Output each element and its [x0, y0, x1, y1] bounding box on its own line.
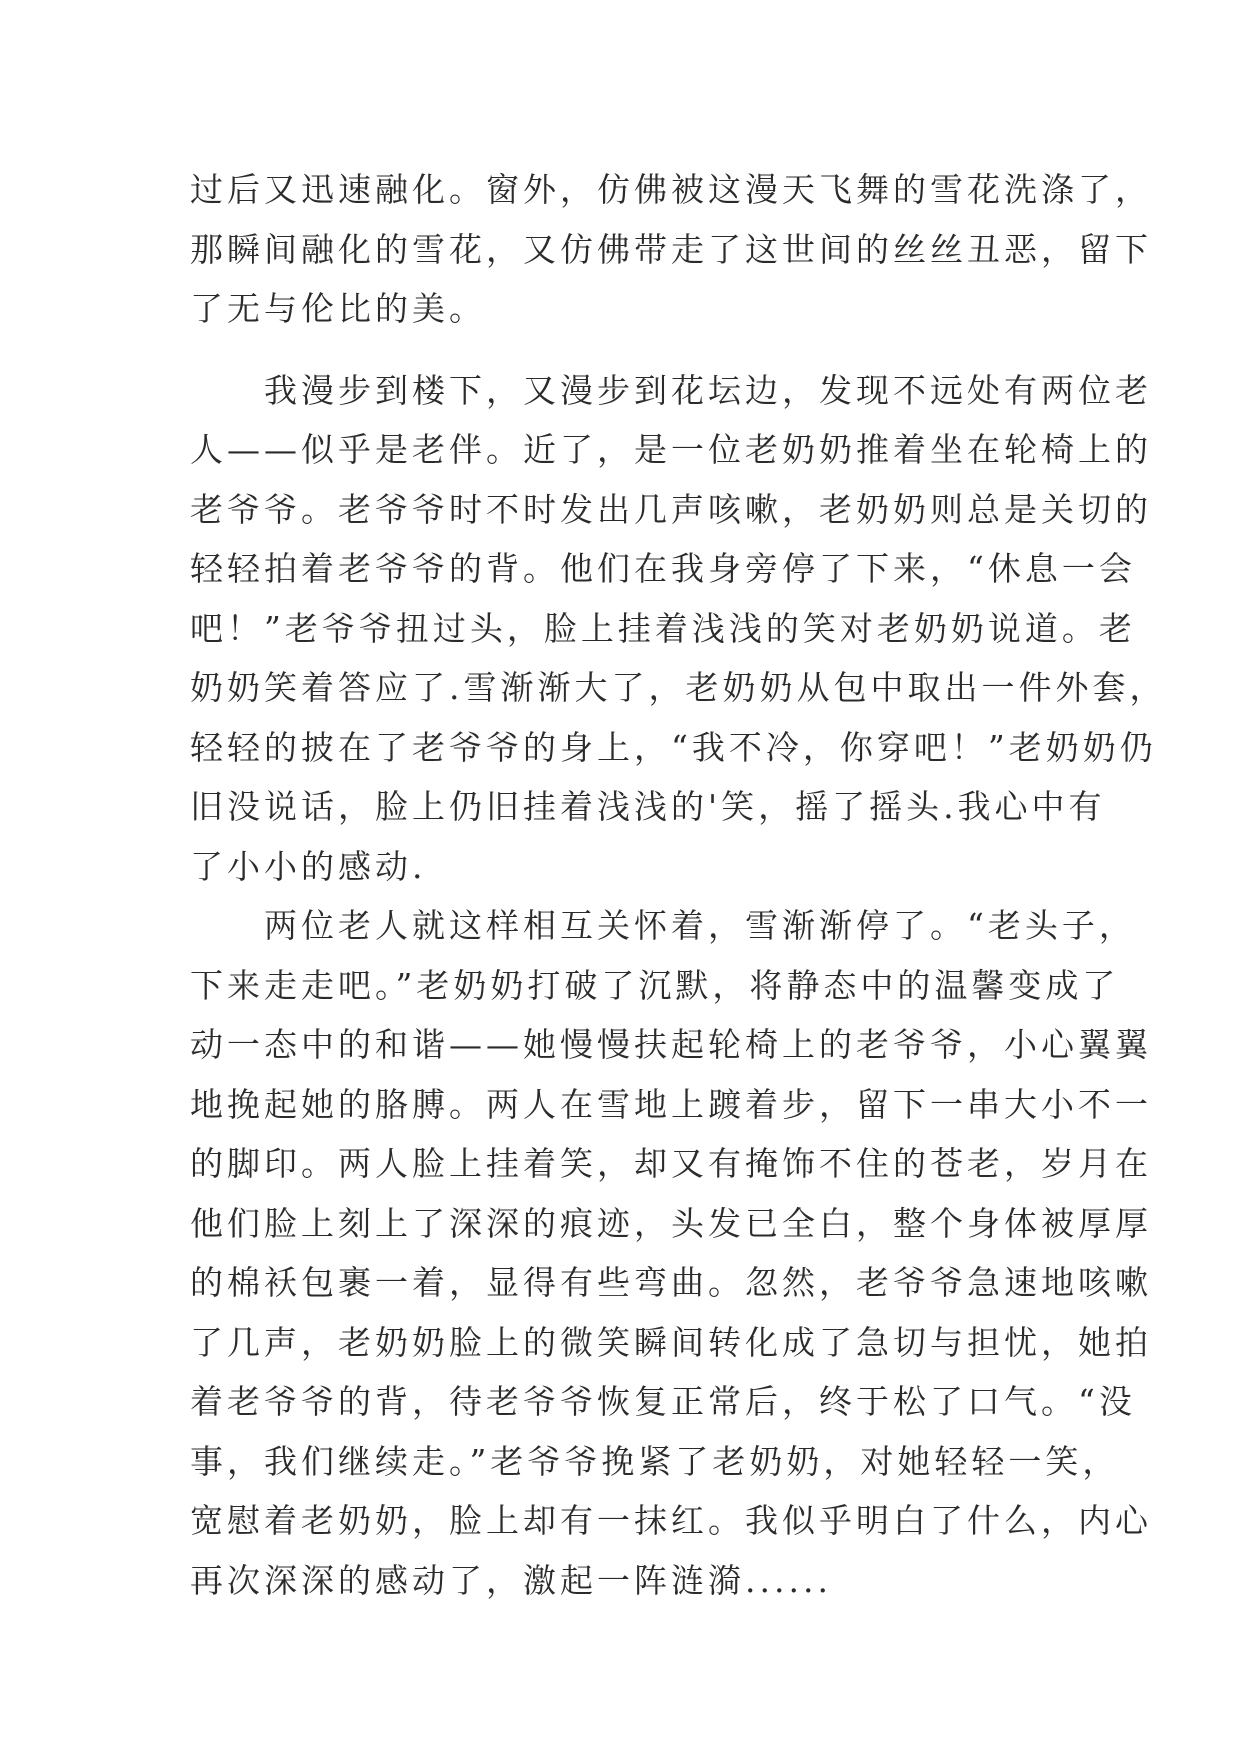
text-line: 的脚印。两人脸上挂着笑，却又有掩饰不住的苍老，岁月在	[190, 1144, 1152, 1183]
text-line: 了几声，老奶奶脸上的微笑瞬间转化成了急切与担忧，她拍	[190, 1322, 1152, 1362]
text-line: 了无与伦比的美。	[190, 289, 486, 328]
text-line: 他们脸上刻上了深深的痕迹，头发已全白，整个身体被厚厚	[190, 1203, 1152, 1243]
text-line: 的棉袄包裹一着，显得有些弯曲。忽然，老爷爷急速地咳嗽	[190, 1263, 1152, 1302]
text-line: 奶奶笑着答应了.雪渐渐大了，老奶奶从包中取出一件外套，	[190, 668, 1167, 707]
text-line: 旧没说话，脸上仍旧挂着浅浅的'笑，摇了摇头.我心中有	[190, 787, 1106, 826]
text-line: 事，我们继续走。”老爷爷挽紧了老奶奶，对她轻轻一笑，	[190, 1441, 1120, 1481]
text-line: 下来走走吧。”老奶奶打破了沉默，将静态中的温馨变成了	[190, 965, 1120, 1005]
text-line: 着老爷爷的背，待老爷爷恢复正常后，终于松了口气。“没	[190, 1382, 1136, 1421]
text-line: 过后又迅速融化。窗外，仿佛被这漫天飞舞的雪花洗涤了，	[190, 170, 1152, 209]
essay-body	[190, 160, 1167, 1610]
text-line: 我漫步到楼下，又漫步到花坛边，发现不远处有两位老	[190, 370, 1152, 410]
text-line: 老爷爷。老爷爷时不时发出几声咳嗽，老奶奶则总是关切的	[190, 489, 1152, 529]
text-line: 吧！”老爷爷扭过头，脸上挂着浅浅的笑对老奶奶说道。老	[190, 608, 1136, 648]
text-line: 那瞬间融化的雪花，又仿佛带走了这世间的丝丝丑恶，留下	[190, 229, 1152, 269]
text-line: 再次深深的感动了，激起一阵涟漪......	[190, 1560, 832, 1600]
text-line: 轻轻拍着老爷爷的背。他们在我身旁停了下来，“休息一会	[190, 549, 1136, 588]
text-line: 了小小的感动.	[190, 846, 427, 886]
paragraph-3	[190, 896, 1152, 1610]
paragraph-2	[190, 361, 1167, 897]
paragraph-1	[190, 160, 1152, 339]
text-line: 人——似乎是老伴。近了，是一位老奶奶推着坐在轮椅上的	[190, 430, 1152, 469]
text-line: 宽慰着老奶奶，脸上却有一抹红。我似乎明白了什么，内心	[190, 1501, 1152, 1540]
text-line: 轻轻的披在了老爷爷的身上，“我不冷，你穿吧！”老奶奶仍	[190, 727, 1157, 767]
text-line: 动一态中的和谐——她慢慢扶起轮椅上的老爷爷，小心翼翼	[190, 1025, 1152, 1064]
text-line: 地挽起她的胳膊。两人在雪地上踱着步，留下一串大小不一	[190, 1084, 1152, 1124]
text-line: 两位老人就这样相互关怀着，雪渐渐停了。“老头子，	[190, 906, 1136, 945]
